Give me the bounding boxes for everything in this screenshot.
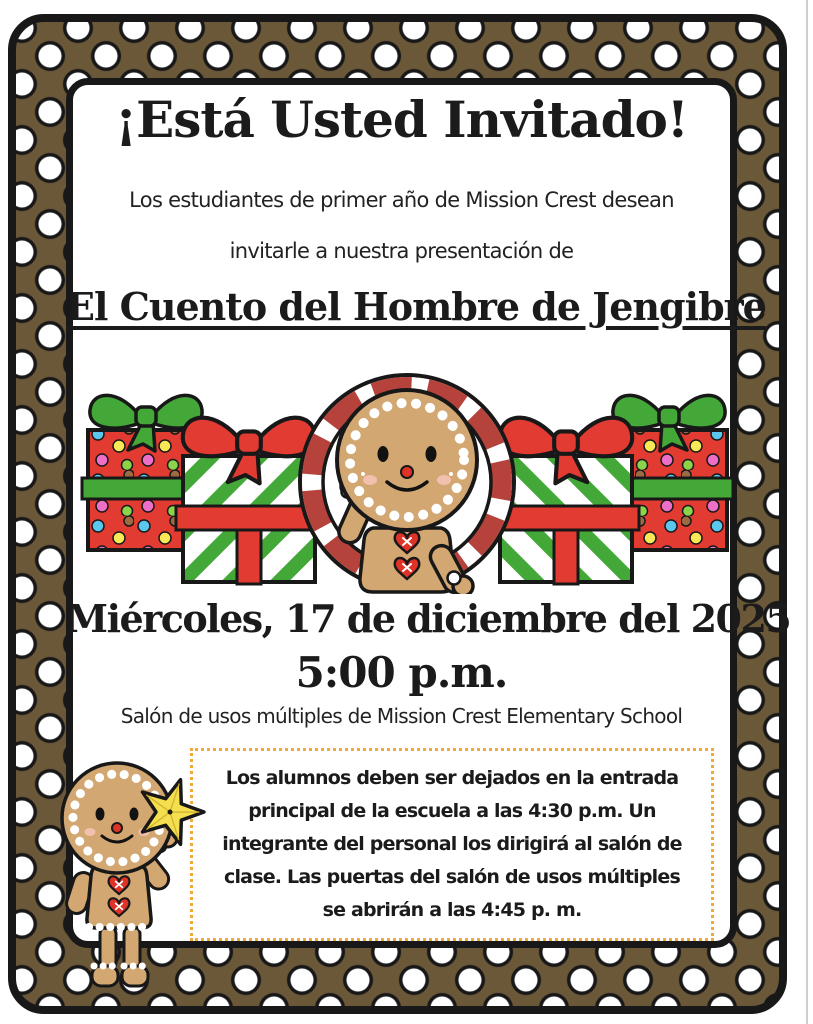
christmas-presents-left-illustration bbox=[82, 395, 322, 584]
event-location: Salón de usos múltiples de Mission Crest Elementary School bbox=[120, 704, 683, 728]
info-line-2: principal de la escuela a las 4:30 p.m. Un bbox=[248, 800, 656, 822]
event-time: 5:00 p.m. bbox=[295, 648, 508, 697]
info-line-5: se abrirán a las 4:45 p. m. bbox=[322, 899, 582, 921]
gingerbread-candy-ring-illustration bbox=[294, 370, 519, 594]
dropoff-info-box bbox=[190, 748, 714, 941]
info-line-4: clase. Las puertas del salón de usos múltiples bbox=[224, 866, 680, 888]
christmas-artwork-illustration bbox=[80, 370, 735, 594]
info-line-3: integrante del personal los dirigirá al salón de bbox=[222, 833, 682, 855]
intro-line-1: Los estudiantes de primer año de Mission Crest desean bbox=[129, 188, 674, 212]
page-edge-line bbox=[806, 0, 808, 1024]
event-title: El Cuento del Hombre de Jengibre bbox=[66, 284, 766, 329]
intro-line-2: invitarle a nuestra presentación de bbox=[229, 239, 574, 263]
christmas-presents-right-illustration bbox=[493, 395, 733, 584]
info-line-1: Los alumnos deben ser dejados en la entrada bbox=[225, 767, 679, 789]
flyer-title: ¡Está Usted Invitado! bbox=[115, 90, 688, 149]
event-date: Miércoles, 17 de diciembre del 2025 bbox=[66, 596, 791, 641]
gingerbread-star-illustration bbox=[44, 750, 209, 998]
